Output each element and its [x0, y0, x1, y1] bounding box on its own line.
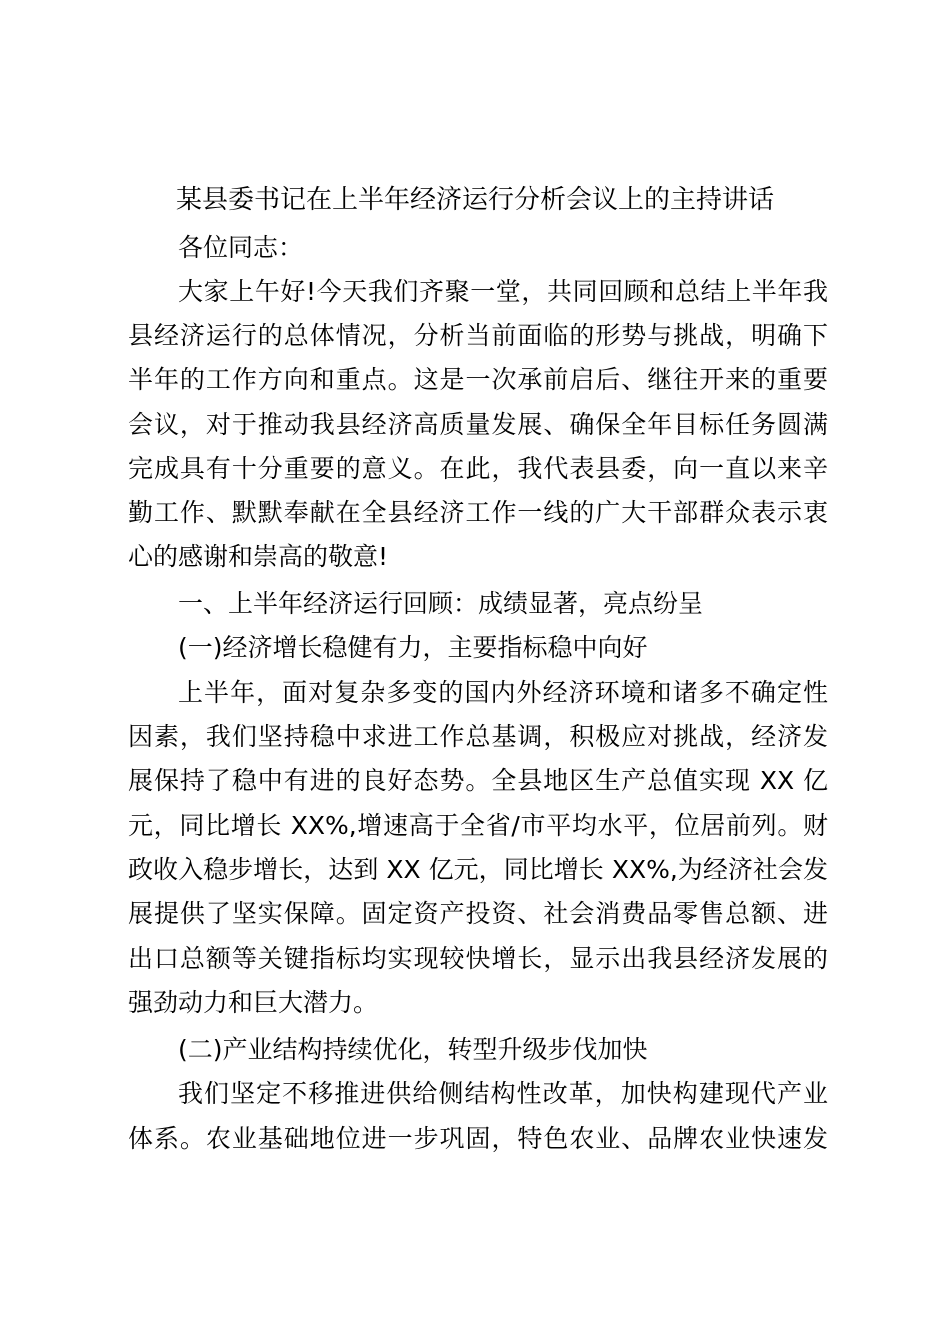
- paragraph-1-line-4: 会议，对于推动我县经济高质量发展、确保全年目标任务圆满: [128, 410, 828, 439]
- paragraph-2-line-6: 展提供了坚实保障。固定资产投资、社会消费品零售总额、进: [128, 899, 828, 928]
- subsection-2-heading: (二)产业结构持续优化，转型升级步伐加快: [178, 1035, 648, 1064]
- subsection-1-heading: (一)经济增长稳健有力，主要指标稳中向好: [178, 633, 648, 662]
- paragraph-1-line-6: 勤工作、默默奉献在全县经济工作一线的广大干部群众表示衷: [128, 498, 828, 527]
- section-1-heading: 一、上半年经济运行回顾：成绩显著，亮点纷呈: [178, 589, 704, 618]
- paragraph-2-line-2: 因素，我们坚持稳中求进工作总基调，积极应对挑战，经济发: [128, 722, 828, 751]
- paragraph-2-line-3: 展保持了稳中有进的良好态势。全县地区生产总值实现 XX 亿: [128, 766, 828, 795]
- paragraph-3-line-1: 我们坚定不移推进供给侧结构性改革，加快构建现代产业: [178, 1079, 828, 1108]
- paragraph-1-line-3: 半年的工作方向和重点。这是一次承前启后、继往开来的重要: [128, 365, 828, 394]
- document-title: 某县委书记在上半年经济运行分析会议上的主持讲话: [175, 185, 774, 215]
- paragraph-2-line-5: 政收入稳步增长，达到 XX 亿元，同比增长 XX%,为经济社会发: [128, 855, 828, 884]
- paragraph-2-line-1: 上半年，面对复杂多变的国内外经济环境和诸多不确定性: [178, 678, 828, 707]
- paragraph-1-line-7: 心的感谢和崇高的敬意!: [128, 542, 389, 571]
- greeting: 各位同志：: [178, 233, 304, 262]
- paragraph-1-line-5: 完成具有十分重要的意义。在此，我代表县委，向一直以来辛: [128, 454, 828, 483]
- paragraph-3-line-2: 体系。农业基础地位进一步巩固，特色农业、品牌农业快速发: [128, 1124, 828, 1153]
- paragraph-2-line-7: 出口总额等关键指标均实现较快增长，显示出我县经济发展的: [128, 944, 828, 973]
- paragraph-1-line-1: 大家上午好!今天我们齐聚一堂，共同回顾和总结上半年我: [178, 277, 828, 306]
- paragraph-1-line-2: 县经济运行的总体情况，分析当前面临的形势与挑战，明确下: [128, 321, 828, 350]
- paragraph-2-line-4: 元，同比增长 XX%,增速高于全省/市平均水平，位居前列。财: [128, 811, 828, 840]
- paragraph-2-line-8: 强劲动力和巨大潜力。: [128, 988, 379, 1017]
